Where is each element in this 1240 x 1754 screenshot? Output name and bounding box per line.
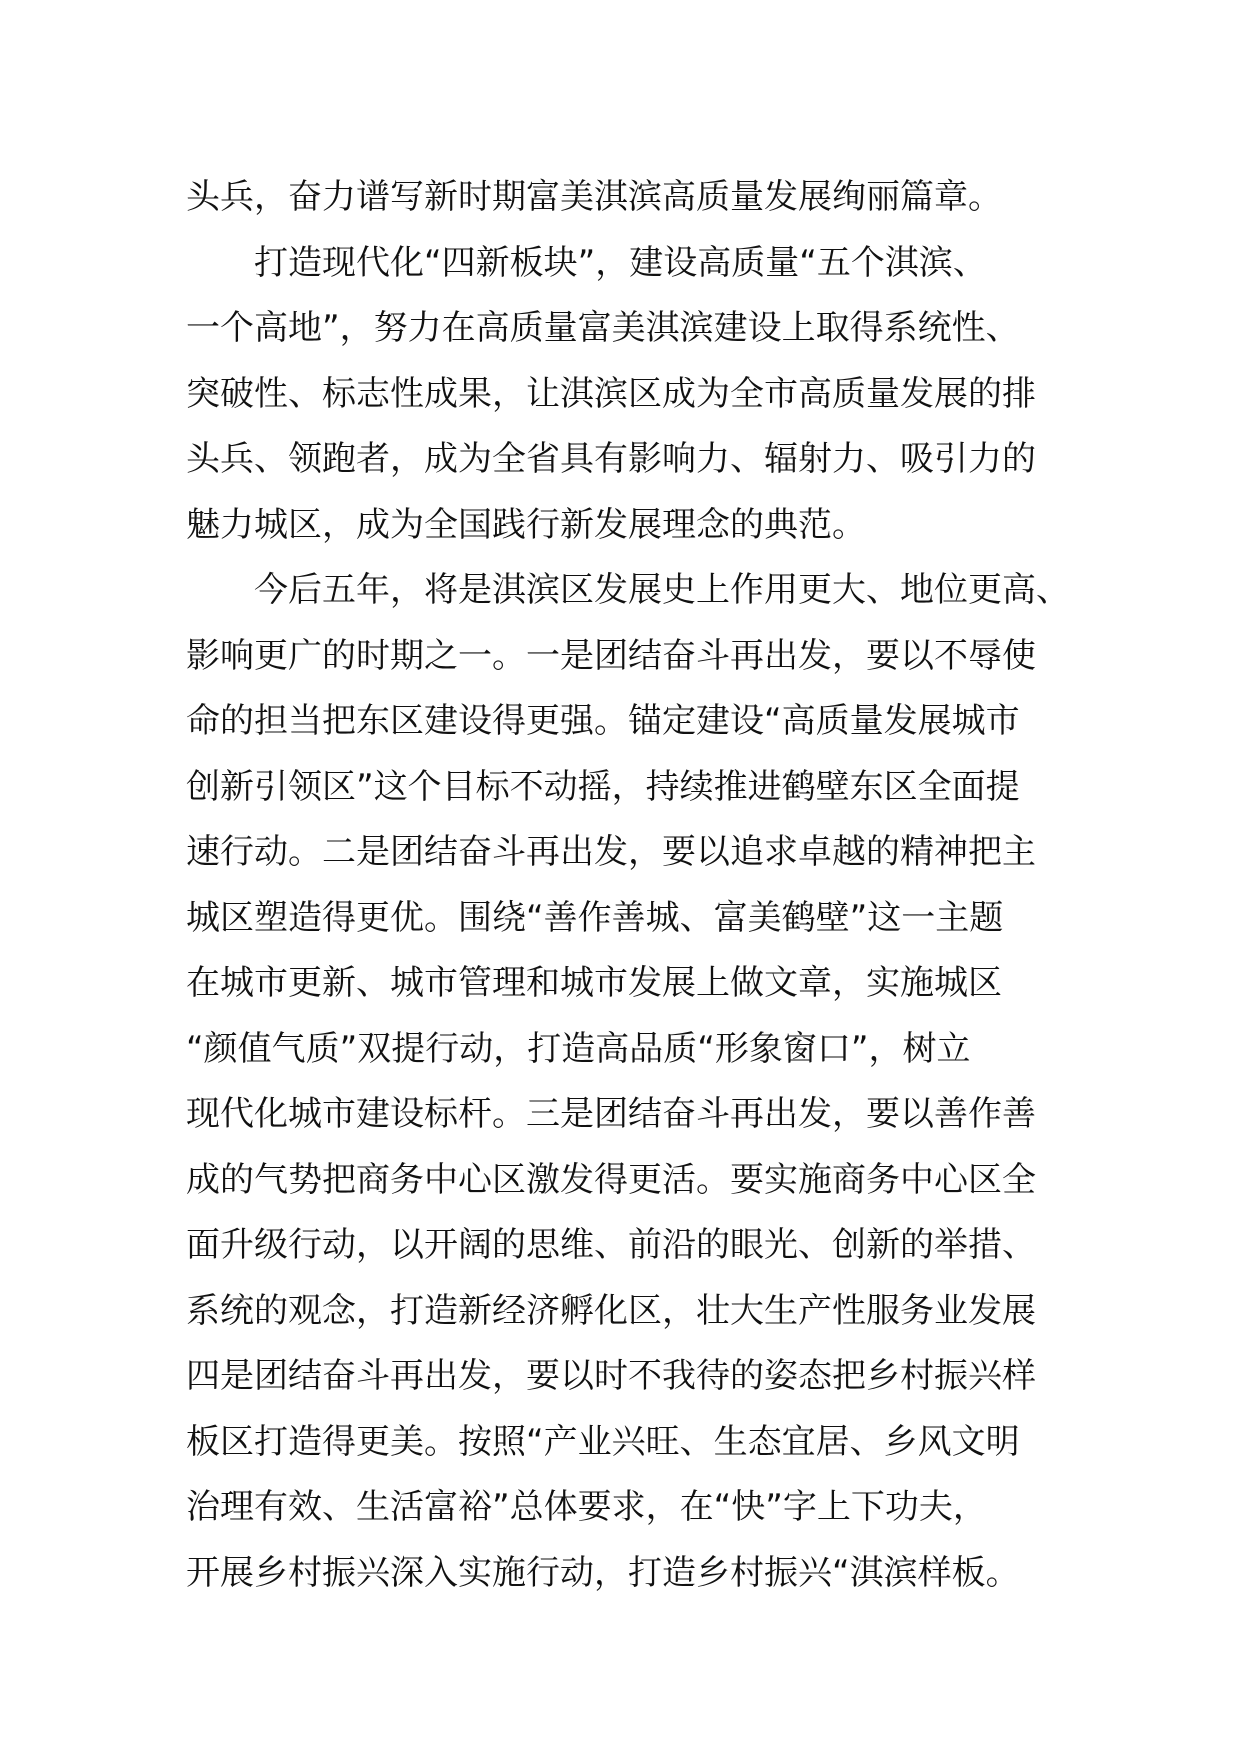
text-line: 一个高地”，努力在高质量富美淇滨建设上取得系统性、 [186, 308, 1020, 348]
text-line: 头兵，奋力谱写新时期富美淇滨高质量发展绚丽篇章。 [186, 177, 1002, 217]
text-line: 城区塑造得更优。围绕“善作善城、富美鹤壁”这一主题 [186, 897, 1004, 938]
text-line: “颜值气质”双提行动，打造高品质“形象窗口”，树立 [186, 1028, 971, 1069]
text-line: 魅力城区，成为全国践行新发展理念的典范。 [186, 504, 866, 545]
text-line: 板区打造得更美。按照“产业兴旺、生态宜居、乡风文明 [186, 1421, 1020, 1462]
document-body [186, 165, 1086, 1606]
text-line: 四是团结奋斗再出发，要以时不我待的姿态把乡村振兴样 [186, 1356, 1036, 1396]
text-line: 现代化城市建设标杆。三是团结奋斗再出发，要以善作善 [186, 1094, 1036, 1134]
text-line: 影响更广的时期之一。一是团结奋斗再出发，要以不辱使 [186, 635, 1036, 676]
text-line: 系统的观念，打造新经济孵化区，壮大生产性服务业发展 [186, 1290, 1036, 1331]
text-line: 开展乡村振兴深入实施行动，打造乡村振兴“淇滨样板。 [186, 1552, 1020, 1593]
text-line: 治理有效、生活富裕”总体要求，在“快”字上下功夫， [186, 1487, 987, 1527]
text-line: 创新引领区”这个目标不动摇，持续推进鹤壁东区全面提 [186, 766, 1020, 807]
text-line: 命的担当把东区建设得更强。锚定建设“高质量发展城市 [186, 701, 1020, 741]
text-line: 突破性、标志性成果，让淇滨区成为全市高质量发展的排 [186, 373, 1036, 414]
text-line: 成的气势把商务中心区激发得更活。要实施商务中心区全 [186, 1159, 1036, 1200]
text-line: 面升级行动，以开阔的思维、前沿的眼光、创新的举措、 [186, 1225, 1036, 1265]
text-line: 头兵、领跑者，成为全省具有影响力、辐射力、吸引力的 [186, 439, 1036, 479]
text-line: 在城市更新、城市管理和城市发展上做文章，实施城区 [186, 963, 1002, 1003]
text-line: 打造现代化“四新板块”，建设高质量“五个淇滨、 [186, 242, 987, 283]
text-line: 今后五年，将是淇滨区发展史上作用更大、地位更高、 [186, 570, 1070, 610]
text-line: 速行动。二是团结奋斗再出发，要以追求卓越的精神把主 [186, 832, 1036, 872]
